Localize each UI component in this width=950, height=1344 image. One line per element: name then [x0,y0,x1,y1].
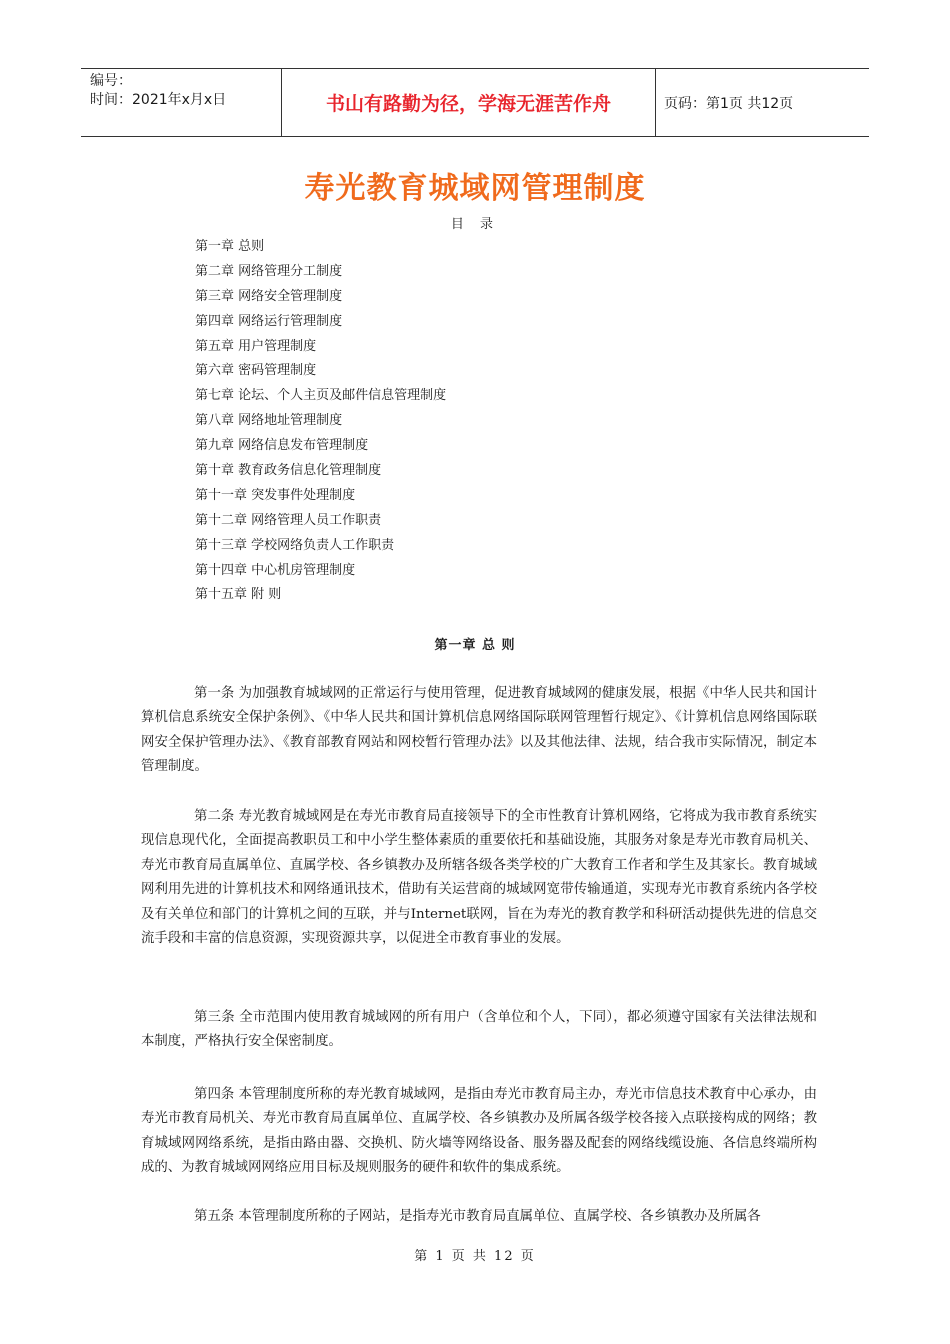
header-page-info: 页码：第1页 共12页 [664,95,794,112]
toc-item: 第十二章 网络管理人员工作职责 [195,512,382,528]
document-number-label: 编号： [90,73,132,89]
article-paragraph: 第四条 本管理制度所称的寿光教育城域网，是指由寿光市教育局主办，寿光市信息技术教育中心承办，由寿光市教育局机关、寿光市教育局直属单位、直属学校、各乡镇教办及所属各级学校各接入点联接构成的网络；教育城域网网络系统，是指由路由器、交换机、防火墙等网络设备、服务器及配套的网络线缆设施、各信息终端所构成的、为教育城域网网络应用目标及规则服务的硬件和软件的集成系统。 [141,1087,817,1176]
toc-heading: 目 录 [450,217,500,232]
article-paragraph: 第三条 全市范围内使用教育城域网的所有用户（含单位和个人，下同），都必须遵守国家有关法律法规和本制度，严格执行安全保密制度。 [141,1010,817,1050]
toc-item: 第二章 网络管理分工制度 [195,263,343,279]
table-of-contents [195,235,446,608]
toc-item: 第六章 密码管理制度 [195,363,317,379]
article-paragraph: 第一条 为加强教育城域网的正常运行与使用管理，促进教育城域网的健康发展，根据《中华人民共和国计算机信息系统安全保护条例》、《中华人民共和国计算机信息网络国际联网管理暂行规定》、《计算机信息网络国际联网安全保护管理办法》、《教育部教育网站和网校暂行管理办法》以及其他法律、法规，结合我市实际情况，制定本管理制度。 [141,686,817,775]
toc-item: 第十章 教育政务信息化管理制度 [195,463,382,479]
toc-item: 第一章 总则 [195,239,265,254]
document-title: 寿光教育城域网管理制度 [304,171,646,206]
article-paragraph: 第五条 本管理制度所称的子网站，是指寿光市教育局直属单位、直属学校、各乡镇教办及所属各 [194,1209,761,1224]
toc-item: 第八章 网络地址管理制度 [195,413,343,429]
toc-item: 第四章 网络运行管理制度 [195,313,343,329]
toc-item: 第十四章 中心机房管理制度 [195,562,356,578]
toc-item: 第三章 网络安全管理制度 [195,288,343,304]
toc-item: 第十一章 突发事件处理制度 [195,487,356,503]
toc-item: 第十五章 附 则 [195,587,282,603]
toc-item: 第五章 用户管理制度 [195,338,317,354]
toc-item: 第七章 论坛、个人主页及邮件信息管理制度 [195,388,447,404]
header-motto: 书山有路勤为径，学海无涯苦作舟 [282,69,656,136]
page-footer: 第 1 页 共 12 页 [414,1249,536,1264]
header-table [81,68,869,137]
toc-item: 第九章 网络信息发布管理制度 [195,438,369,454]
header-left-cell [81,69,282,136]
chapter-heading: 第一章 总 则 [434,638,516,653]
article-paragraph: 第二条 寿光教育城域网是在寿光市教育局直接领导下的全市性教育计算机网络，它将成为我市教育系统实现信息现代化，全面提高教职员工和中小学生整体素质的重要依托和基础设施，其服务对象是寿光市教育局机关、寿光市教育局直属单位、直属学校、各乡镇教办及所辖各级各类学校的广大教育工作者和学生及其家长。教育城域网利用先进的计算机技术和网络通讯技术，借助有关运营商的城域网宽带传输通道，实现寿光市教育系统内各学校及有关单位和部门的计算机之间的互联，并与Internet联网，旨在为寿光的教育教学和科研活动提供先进的信息交流手段和丰富的信息资源，实现资源共享，以促进全市教育事业的发展。 [141,809,817,947]
toc-item: 第十三章 学校网络负责人工作职责 [195,537,395,553]
document-date: 时间：2021年x月x日 [90,92,227,108]
